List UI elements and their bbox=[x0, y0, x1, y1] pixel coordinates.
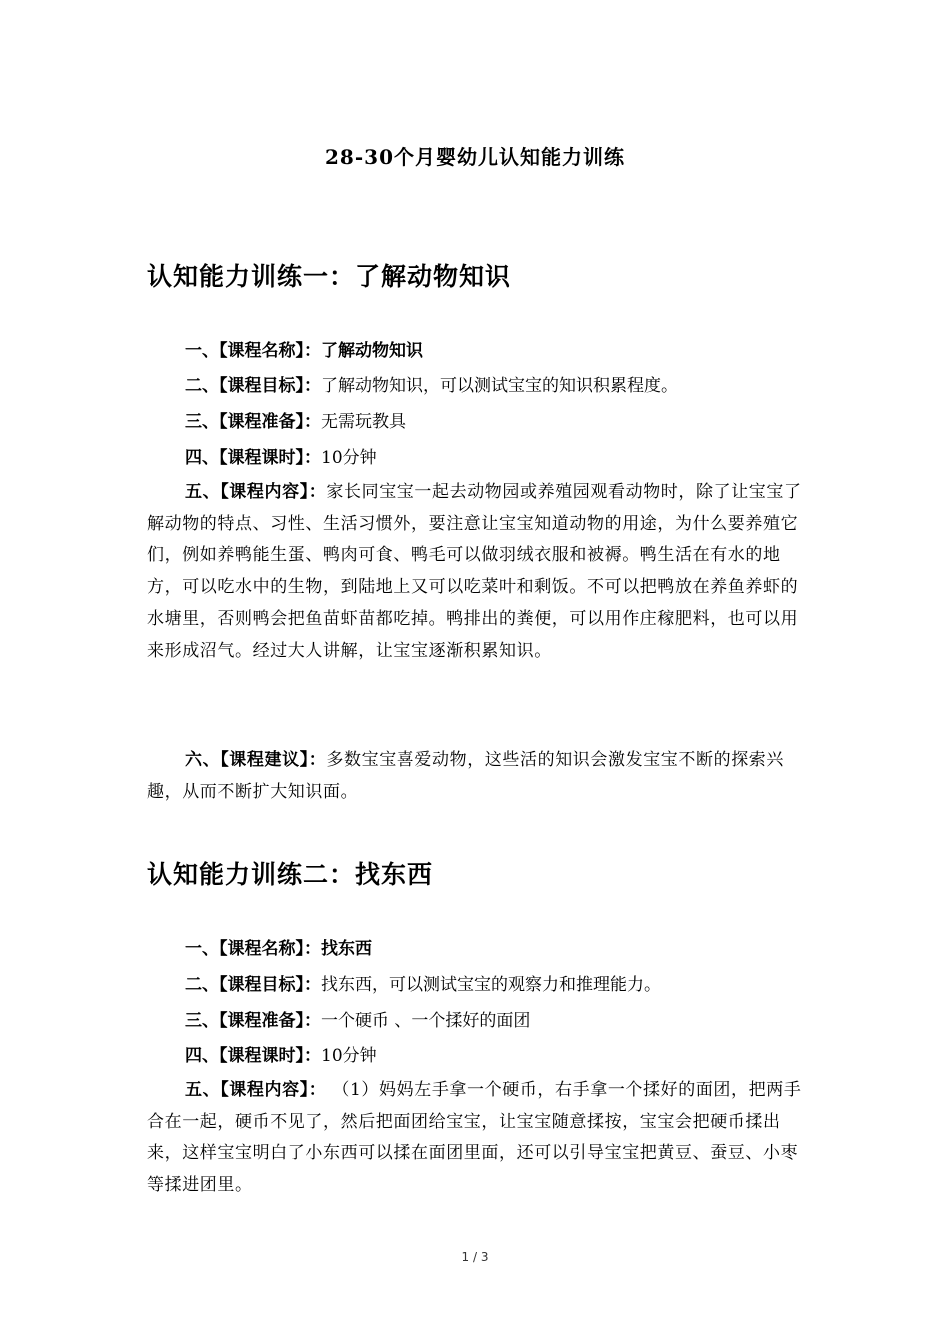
course-advice-value: 多数宝宝喜爱动物，这些活的知识会激发宝宝不断的探索兴趣，从而不断扩大知识面。 bbox=[147, 750, 785, 802]
course-name-row-1 bbox=[185, 340, 423, 362]
course-content-label: 五、【课程内容】： bbox=[185, 1080, 327, 1100]
course-advice-paragraph-1 bbox=[147, 745, 812, 808]
course-prep-row-2 bbox=[185, 1010, 530, 1032]
course-goal-label: 二、【课程目标】： bbox=[185, 975, 321, 995]
section-heading-2: 认知能力训练二：找东西 bbox=[147, 860, 434, 889]
course-goal-value: 找东西，可以测试宝宝的观察力和推理能力。 bbox=[321, 975, 661, 995]
course-goal-row-2 bbox=[185, 974, 661, 996]
course-time-label: 四、【课程课时】： bbox=[185, 448, 321, 468]
course-content-paragraph-1 bbox=[147, 477, 812, 667]
course-prep-label: 三、【课程准备】： bbox=[185, 412, 321, 432]
course-name-label: 一、【课程名称】： bbox=[185, 939, 321, 959]
course-content-paragraph-2 bbox=[147, 1075, 812, 1202]
course-time-value: 10分钟 bbox=[321, 448, 377, 468]
course-advice-label: 六、【课程建议】： bbox=[185, 750, 327, 770]
course-name-value: 找东西 bbox=[321, 939, 372, 959]
page-number: 1 / 3 bbox=[461, 1250, 489, 1264]
course-content-label: 五、【课程内容】： bbox=[185, 482, 327, 502]
course-goal-value: 了解动物知识，可以测试宝宝的知识积累程度。 bbox=[321, 376, 678, 396]
section-heading-1: 认知能力训练一：了解动物知识 bbox=[147, 262, 512, 291]
course-time-row-2 bbox=[185, 1045, 377, 1067]
course-prep-label: 三、【课程准备】： bbox=[185, 1011, 321, 1031]
course-time-row-1 bbox=[185, 447, 377, 469]
course-name-label: 一、【课程名称】： bbox=[185, 341, 321, 361]
course-name-row-2 bbox=[185, 938, 372, 960]
course-prep-value: 无需玩教具 bbox=[321, 412, 406, 432]
course-goal-label: 二、【课程目标】： bbox=[185, 376, 321, 396]
document-title: 28-30个月婴幼儿认知能力训练 bbox=[325, 145, 625, 169]
course-prep-row-1 bbox=[185, 411, 406, 433]
course-goal-row-1 bbox=[185, 375, 678, 397]
course-content-value: （1）妈妈左手拿一个硬币，右手拿一个揉好的面团，把两手合在一起，硬币不见了，然后把面团给宝宝，让宝宝随意揉按，宝宝会把硬币揉出来，这样宝宝明白了小东西可以揉在面团里面，还可以引导宝宝把黄豆、蚕豆、小枣等揉进团里。 bbox=[147, 1080, 802, 1196]
course-prep-value: 一个硬币 、一个揉好的面团 bbox=[321, 1011, 531, 1031]
course-time-value: 10分钟 bbox=[321, 1046, 377, 1066]
course-time-label: 四、【课程课时】： bbox=[185, 1046, 321, 1066]
course-content-value: 家长同宝宝一起去动物园或养殖园观看动物时，除了让宝宝了解动物的特点、习性、生活习惯外，要注意让宝宝知道动物的用途，为什么要养殖它们，例如养鸭能生蛋、鸭肉可食、鸭毛可以做羽绒衣服和被褥。鸭生活在有水的地方，可以吃水中的生物，到陆地上又可以吃菜叶和剩饭。不可以把鸭放在养鱼养虾的水塘里，否则鸭会把鱼苗虾苗都吃掉。鸭排出的粪便，可以用作庄稼肥料，也可以用来形成沼气。经过大人讲解，让宝宝逐渐积累知识。 bbox=[147, 482, 802, 661]
course-name-value: 了解动物知识 bbox=[321, 341, 423, 361]
